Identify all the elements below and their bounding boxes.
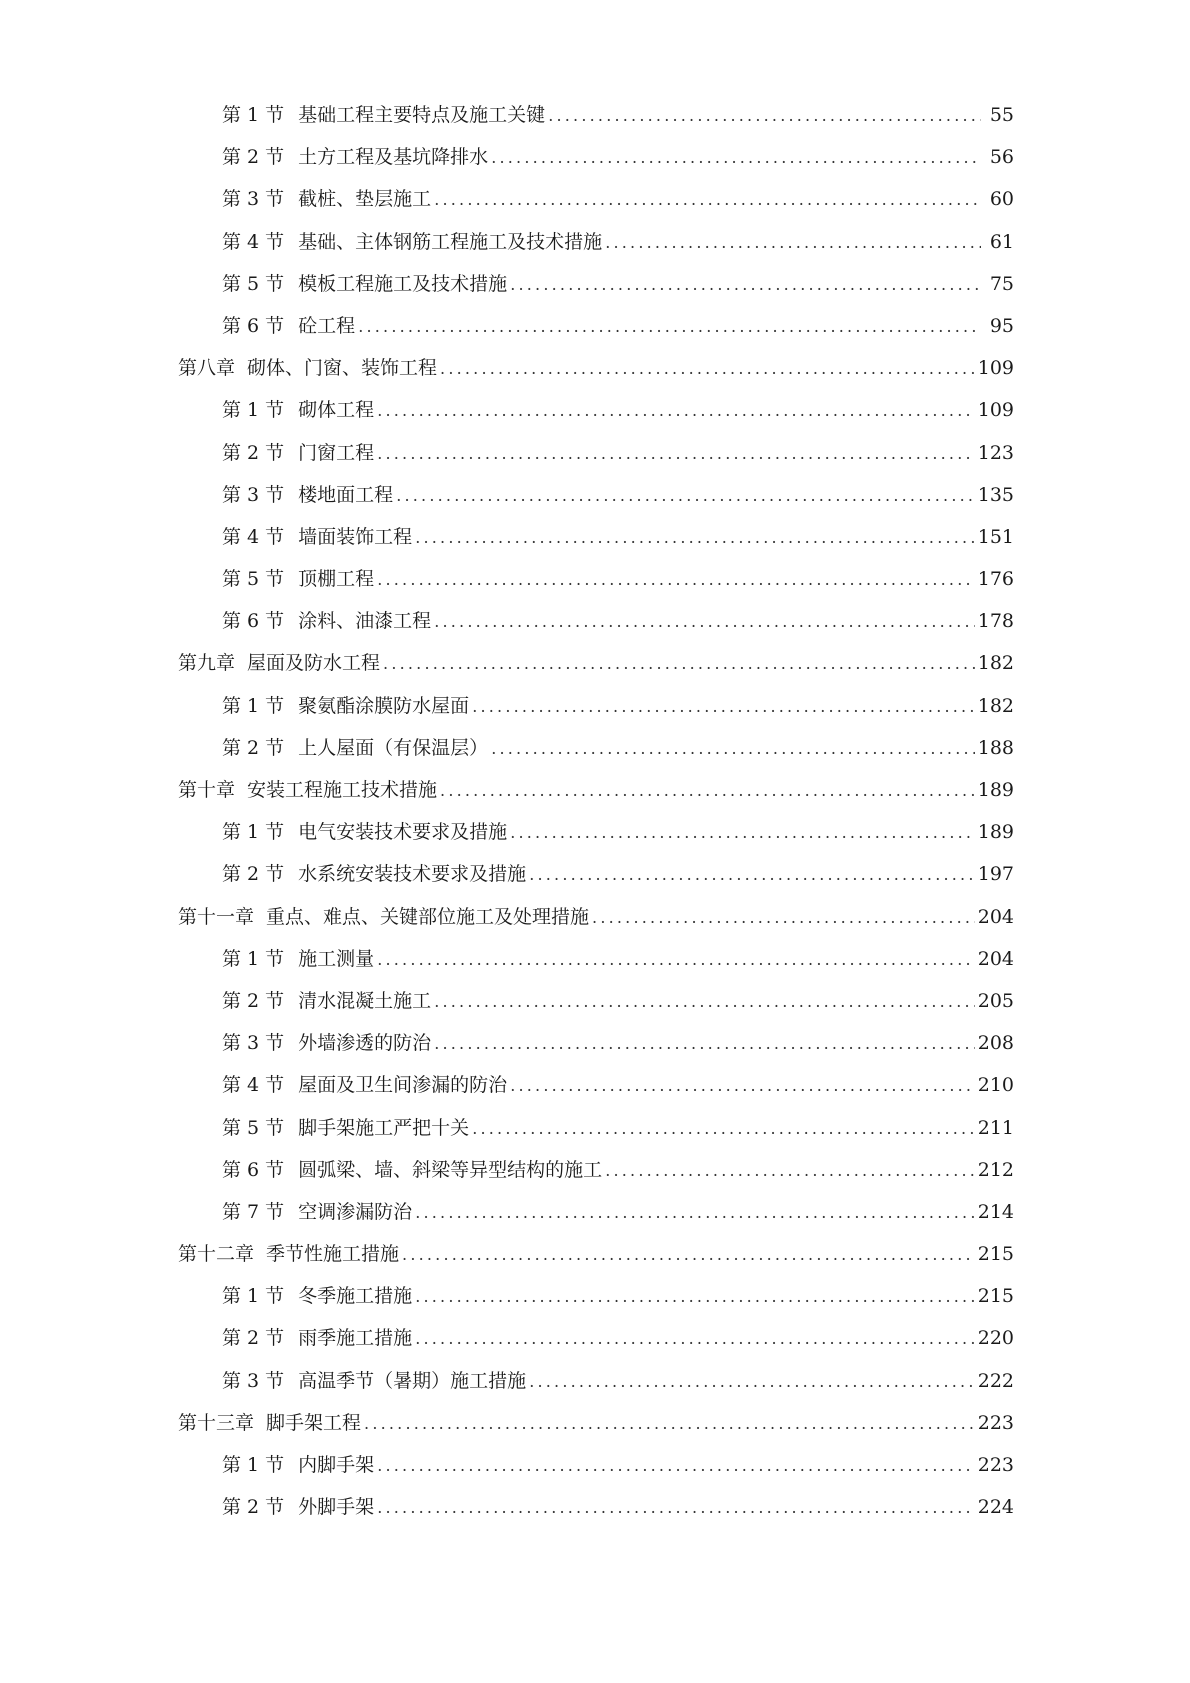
- toc-entry-label: [222, 1444, 374, 1486]
- toc-entry-number: 第 2 节: [222, 863, 285, 886]
- toc-entry-page: 220: [977, 1327, 1014, 1350]
- toc-entry-title: 外墙渗透的防治: [298, 1032, 432, 1055]
- toc-entry-number: 第 1 节: [222, 1454, 285, 1476]
- toc-section-entry[interactable]: [178, 558, 1014, 600]
- toc-section-entry[interactable]: [178, 1360, 1014, 1402]
- toc-section-entry[interactable]: [178, 600, 1014, 642]
- toc-entry-title: 截桩、垫层施工: [298, 188, 432, 211]
- toc-section-entry[interactable]: [178, 1486, 1014, 1528]
- toc-entry-number: 第 2 节: [222, 989, 285, 1012]
- toc-section-entry[interactable]: [178, 853, 1014, 895]
- dot-leader: [548, 95, 981, 137]
- toc-entry-title: 空调渗漏防治: [298, 1200, 413, 1223]
- toc-entry-label: [222, 685, 469, 727]
- dot-leader: [377, 390, 975, 432]
- toc-entry-label: [222, 516, 412, 558]
- toc-entry-number: 第 3 节: [222, 483, 285, 506]
- toc-entry-title: 聚氨酯涂膜防水屋面: [298, 694, 470, 717]
- toc-entry-number: 第 3 节: [222, 1369, 285, 1392]
- toc-entry-title: 砌体、门窗、装饰工程: [247, 357, 438, 380]
- toc-entry-number: 第 7 节: [222, 1200, 285, 1223]
- table-of-contents: [178, 94, 1014, 1528]
- toc-chapter-entry[interactable]: [178, 769, 1014, 811]
- toc-section-entry[interactable]: [178, 516, 1014, 558]
- toc-entry-label: [222, 305, 355, 347]
- toc-entry-title: 重点、难点、关键部位施工及处理措施: [266, 905, 590, 928]
- toc-entry-label: [222, 727, 488, 769]
- toc-entry-number: 第 1 节: [222, 947, 285, 970]
- toc-entry-title: 高温季节（暑期）施工措施: [298, 1369, 527, 1392]
- toc-entry-label: [222, 1317, 412, 1359]
- toc-entry-number: 第 2 节: [222, 441, 285, 464]
- toc-section-entry[interactable]: [178, 980, 1014, 1022]
- toc-entry-number: 第十三章: [178, 1411, 255, 1434]
- toc-entry-number: 第 1 节: [222, 399, 285, 422]
- toc-entry-number: 第 2 节: [222, 736, 285, 759]
- toc-entry-page: 214: [977, 1200, 1014, 1223]
- toc-entry-title: 墙面装饰工程: [298, 525, 413, 548]
- dot-leader: [472, 686, 975, 728]
- toc-entry-page: 109: [977, 399, 1014, 422]
- toc-entry-page: 61: [989, 230, 1014, 253]
- toc-entry-page: 222: [977, 1369, 1014, 1392]
- toc-section-entry[interactable]: [178, 1022, 1014, 1064]
- dot-leader: [472, 1108, 975, 1150]
- toc-entry-label: [178, 1402, 361, 1444]
- dot-leader: [510, 812, 975, 854]
- toc-entry-title: 模板工程施工及技术措施: [298, 272, 508, 295]
- toc-entry-title: 施工测量: [298, 947, 375, 970]
- toc-section-entry[interactable]: [178, 263, 1014, 305]
- toc-entry-number: 第 3 节: [222, 188, 285, 211]
- toc-entry-number: 第十一章: [178, 905, 255, 928]
- dot-leader: [529, 854, 975, 896]
- toc-entry-number: 第 1 节: [222, 694, 285, 717]
- toc-section-entry[interactable]: [178, 938, 1014, 980]
- dot-leader: [434, 1023, 975, 1065]
- toc-entry-title: 砼工程: [298, 314, 356, 337]
- toc-entry-number: 第 1 节: [222, 104, 285, 126]
- toc-entry-page: 215: [977, 1285, 1014, 1308]
- toc-entry-title: 外脚手架: [298, 1496, 375, 1519]
- toc-entry-page: 182: [977, 652, 1014, 675]
- dot-leader: [415, 517, 975, 559]
- toc-entry-title: 屋面及防水工程: [247, 652, 381, 675]
- dot-leader: [434, 601, 975, 643]
- toc-chapter-entry[interactable]: [178, 1402, 1014, 1444]
- toc-entry-title: 基础、主体钢筋工程施工及技术措施: [298, 230, 603, 253]
- toc-section-entry[interactable]: [178, 178, 1014, 220]
- toc-entry-label: [222, 558, 374, 600]
- toc-entry-label: [222, 853, 526, 895]
- dot-leader: [491, 137, 981, 179]
- toc-entry-title: 楼地面工程: [298, 483, 394, 506]
- dot-leader: [415, 1318, 975, 1360]
- toc-section-entry[interactable]: [178, 811, 1014, 853]
- toc-section-entry[interactable]: [178, 727, 1014, 769]
- dot-leader: [415, 1192, 975, 1234]
- toc-entry-number: 第 2 节: [222, 146, 285, 169]
- toc-entry-label: [222, 474, 393, 516]
- toc-section-entry[interactable]: [178, 1149, 1014, 1191]
- toc-entry-number: 第九章: [178, 652, 236, 675]
- toc-entry-page: 204: [977, 905, 1014, 928]
- toc-entry-page: 56: [989, 146, 1014, 169]
- toc-entry-label: [178, 896, 589, 938]
- toc-entry-label: [178, 347, 437, 389]
- toc-section-entry[interactable]: [178, 389, 1014, 431]
- dot-leader: [510, 1065, 975, 1107]
- toc-entry-number: 第 2 节: [222, 1496, 285, 1519]
- dot-leader: [434, 981, 975, 1023]
- toc-entry-number: 第 5 节: [222, 1116, 285, 1139]
- toc-entry-title: 季节性施工措施: [266, 1243, 400, 1266]
- toc-entry-number: 第 5 节: [222, 568, 285, 591]
- toc-entry-page: 95: [989, 314, 1014, 337]
- dot-leader: [491, 728, 975, 770]
- toc-entry-number: 第 4 节: [222, 230, 285, 253]
- toc-entry-page: 182: [977, 694, 1014, 717]
- toc-entry-page: 223: [977, 1454, 1014, 1476]
- toc-entry-label: [222, 1149, 602, 1191]
- dot-leader: [377, 559, 975, 601]
- toc-entry-label: [222, 1486, 374, 1528]
- toc-entry-label: [222, 1275, 412, 1317]
- toc-entry-label: [222, 94, 545, 136]
- toc-entry-page: 135: [977, 483, 1014, 506]
- toc-entry-number: 第 6 节: [222, 314, 285, 337]
- toc-entry-page: 204: [977, 947, 1014, 970]
- toc-entry-page: 197: [977, 863, 1014, 886]
- toc-entry-label: [222, 1107, 469, 1149]
- dot-leader: [377, 939, 975, 981]
- toc-entry-title: 冬季施工措施: [298, 1285, 413, 1308]
- dot-leader: [605, 222, 981, 264]
- toc-entry-page: 211: [977, 1116, 1014, 1139]
- toc-entry-title: 安装工程施工技术措施: [247, 779, 438, 801]
- toc-section-entry[interactable]: [178, 221, 1014, 263]
- toc-entry-title: 屋面及卫生间渗漏的防治: [298, 1074, 508, 1097]
- toc-entry-label: [222, 1360, 526, 1402]
- dot-leader: [510, 264, 981, 306]
- toc-entry-page: 223: [977, 1411, 1014, 1434]
- toc-entry-page: 189: [977, 779, 1014, 801]
- toc-entry-page: 178: [977, 610, 1014, 633]
- toc-chapter-entry[interactable]: [178, 347, 1014, 389]
- toc-entry-label: [222, 938, 374, 980]
- toc-entry-title: 雨季施工措施: [298, 1327, 413, 1350]
- toc-entry-label: [222, 178, 431, 220]
- dot-leader: [377, 1445, 975, 1487]
- toc-entry-title: 内脚手架: [298, 1454, 375, 1476]
- toc-entry-label: [222, 980, 431, 1022]
- toc-entry-title: 土方工程及基坑降排水: [298, 146, 489, 169]
- toc-entry-page: 215: [977, 1243, 1014, 1266]
- toc-entry-number: 第 6 节: [222, 610, 285, 633]
- toc-entry-page: 123: [977, 441, 1014, 464]
- toc-entry-label: [222, 1191, 412, 1233]
- toc-section-entry[interactable]: [178, 1317, 1014, 1359]
- toc-section-entry[interactable]: [178, 1444, 1014, 1486]
- toc-entry-page: 151: [977, 525, 1014, 548]
- toc-section-entry[interactable]: [178, 1275, 1014, 1317]
- dot-leader: [377, 1487, 975, 1529]
- toc-section-entry[interactable]: [178, 1107, 1014, 1149]
- toc-entry-title: 圆弧梁、墙、斜梁等异型结构的施工: [298, 1158, 603, 1181]
- toc-section-entry[interactable]: [178, 94, 1014, 136]
- dot-leader: [529, 1361, 975, 1403]
- dot-leader: [358, 306, 981, 348]
- toc-entry-title: 脚手架施工严把十关: [298, 1116, 470, 1139]
- toc-entry-page: 212: [977, 1158, 1014, 1181]
- toc-entry-title: 基础工程主要特点及施工关键: [298, 104, 546, 126]
- dot-leader: [377, 433, 975, 475]
- toc-entry-title: 门窗工程: [298, 441, 375, 464]
- toc-chapter-entry[interactable]: [178, 642, 1014, 684]
- toc-entry-label: [178, 1233, 399, 1275]
- toc-entry-label: [178, 769, 437, 811]
- toc-entry-page: 75: [989, 272, 1014, 295]
- toc-entry-number: 第 3 节: [222, 1032, 285, 1055]
- toc-entry-number: 第 4 节: [222, 525, 285, 548]
- toc-entry-number: 第十二章: [178, 1243, 255, 1266]
- toc-entry-title: 清水混凝土施工: [298, 989, 432, 1012]
- toc-entry-label: [222, 1064, 507, 1106]
- toc-entry-label: [222, 432, 374, 474]
- toc-entry-number: 第 2 节: [222, 1327, 285, 1350]
- toc-entry-page: 55: [989, 104, 1014, 126]
- dot-leader: [396, 475, 975, 517]
- toc-entry-label: [222, 1022, 431, 1064]
- toc-entry-label: [178, 642, 380, 684]
- toc-entry-page: 176: [977, 568, 1014, 591]
- toc-entry-title: 水系统安装技术要求及措施: [298, 863, 527, 886]
- toc-entry-number: 第 1 节: [222, 821, 285, 844]
- toc-entry-number: 第 6 节: [222, 1158, 285, 1181]
- dot-leader: [434, 179, 981, 221]
- dot-leader: [402, 1234, 975, 1276]
- toc-entry-page: 208: [977, 1032, 1014, 1055]
- toc-entry-title: 脚手架工程: [266, 1411, 362, 1434]
- dot-leader: [415, 1276, 975, 1318]
- toc-entry-label: [222, 136, 488, 178]
- toc-section-entry[interactable]: [178, 136, 1014, 178]
- toc-entry-label: [222, 389, 374, 431]
- toc-entry-title: 砌体工程: [298, 399, 375, 422]
- toc-section-entry[interactable]: [178, 305, 1014, 347]
- toc-section-entry[interactable]: [178, 432, 1014, 474]
- toc-entry-label: [222, 263, 507, 305]
- toc-entry-label: [222, 600, 431, 642]
- toc-chapter-entry[interactable]: [178, 1233, 1014, 1275]
- dot-leader: [605, 1150, 975, 1192]
- dot-leader: [440, 770, 975, 812]
- dot-leader: [440, 348, 975, 390]
- dot-leader: [364, 1403, 975, 1445]
- toc-entry-page: 109: [977, 357, 1014, 380]
- toc-entry-title: 上人屋面（有保温层）: [298, 736, 489, 759]
- dot-leader: [592, 897, 975, 939]
- toc-entry-page: 224: [977, 1496, 1014, 1519]
- dot-leader: [383, 643, 975, 685]
- toc-entry-page: 189: [977, 821, 1014, 844]
- toc-section-entry[interactable]: [178, 1064, 1014, 1106]
- toc-entry-page: 60: [989, 188, 1014, 211]
- toc-entry-label: [222, 811, 507, 853]
- toc-entry-page: 205: [977, 989, 1014, 1012]
- toc-entry-number: 第 1 节: [222, 1285, 285, 1308]
- toc-entry-number: 第 5 节: [222, 272, 285, 295]
- toc-entry-title: 涂料、油漆工程: [298, 610, 432, 633]
- toc-entry-number: 第八章: [178, 357, 236, 380]
- toc-entry-number: 第 4 节: [222, 1074, 285, 1097]
- toc-section-entry[interactable]: [178, 685, 1014, 727]
- toc-chapter-entry[interactable]: [178, 896, 1014, 938]
- toc-entry-page: 188: [977, 736, 1014, 759]
- toc-entry-title: 电气安装技术要求及措施: [298, 821, 508, 844]
- toc-section-entry[interactable]: [178, 1191, 1014, 1233]
- toc-entry-page: 210: [977, 1074, 1014, 1097]
- toc-entry-number: 第十章: [178, 779, 236, 801]
- toc-entry-title: 顶棚工程: [298, 568, 375, 591]
- toc-entry-label: [222, 221, 602, 263]
- toc-section-entry[interactable]: [178, 474, 1014, 516]
